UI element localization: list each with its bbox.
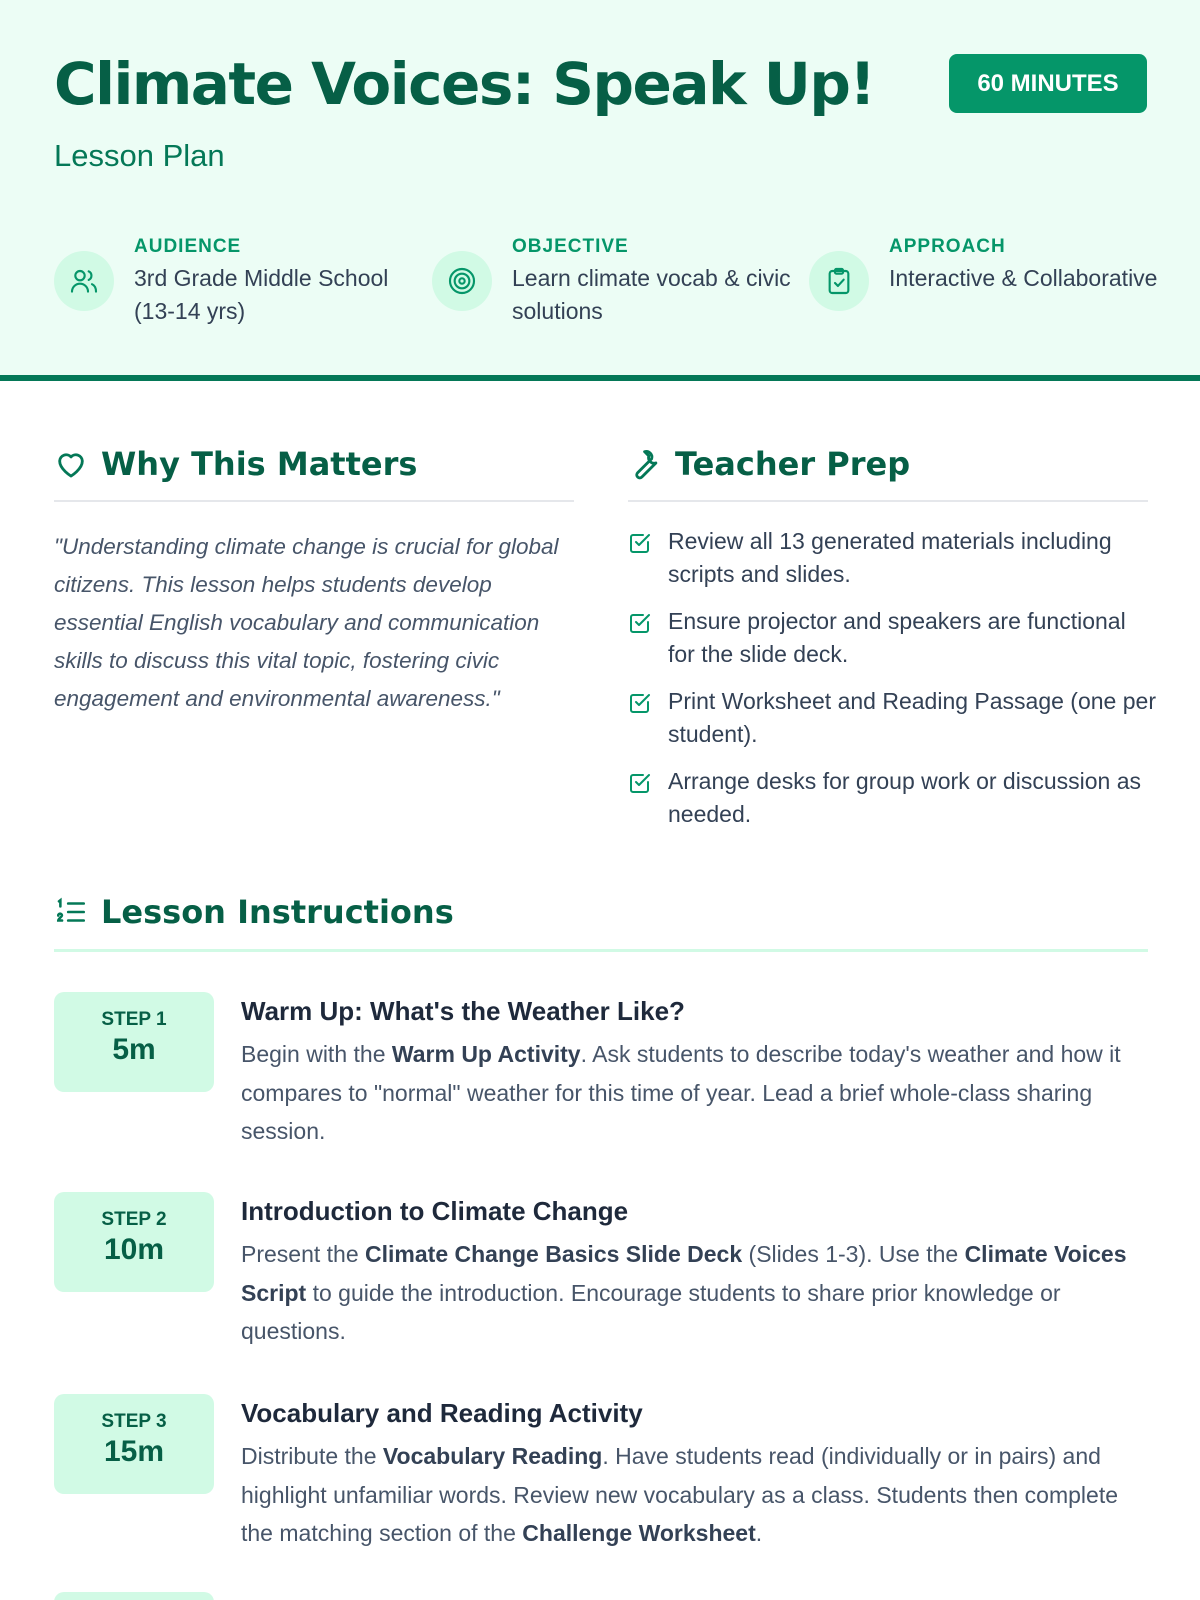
prep-checklist [628, 525, 1158, 845]
instructions-section-heading [54, 891, 454, 933]
section-title: Why This Matters [101, 445, 418, 483]
clipboard-check-icon [809, 251, 869, 311]
meta-objective [432, 236, 792, 336]
prep-section-heading [628, 443, 910, 485]
step-description: Begin with the Warm Up Activity. Ask students to describe today's weather and how it compares to "normal" weather for this time of year. Lead a brief whole-class sharing session. [241, 1041, 1121, 1144]
rationale-quote: "Understanding climate change is crucial for global citizens. This lesson helps students develop essential English vocabulary and communication skills to discuss this vital topic, fostering civic engagement and environmental awareness." [54, 534, 559, 711]
step-title: Warm Up: What's the Weather Like? [241, 996, 685, 1026]
section-title: Lesson Instructions [101, 893, 454, 931]
divider [54, 949, 1148, 952]
material-name: Climate Voices Script [241, 1241, 1127, 1306]
numbered-list-icon [54, 895, 88, 929]
why-section-heading [54, 443, 417, 485]
wrench-icon [628, 447, 662, 481]
step-description: Distribute the Vocabulary Reading. Have students read (individually or in pairs) and highlight unfamiliar words. Review new vocabulary as a class. Students then complete the matching section of the Challenge Worksheet. [241, 1443, 1118, 1546]
prep-item [628, 525, 1158, 591]
prep-item-text: Arrange desks for group work or discussion as needed. [668, 768, 1141, 827]
step-duration: 10m [103, 1233, 165, 1266]
heart-icon [54, 447, 88, 481]
lesson-header [0, 0, 1200, 381]
material-name: Challenge Worksheet [522, 1520, 756, 1546]
step-duration: 5m [112, 1033, 156, 1066]
checkbox-checked-icon [628, 531, 652, 555]
divider [54, 500, 574, 502]
meta-value: 3rd Grade Middle School (13-14 yrs) [134, 265, 389, 324]
step-number: STEP 2 [101, 1209, 167, 1230]
duration-badge: 60 MINUTES [949, 54, 1147, 113]
meta-value: Interactive & Collaborative [889, 265, 1158, 291]
users-icon [54, 251, 114, 311]
page-title: Climate Voices: Speak Up! [54, 50, 875, 118]
step-number: STEP 1 [101, 1009, 167, 1030]
section-title: Teacher Prep [675, 445, 911, 483]
divider [628, 500, 1148, 502]
meta-audience [54, 236, 414, 336]
material-name: Warm Up Activity [391, 1041, 581, 1067]
step-pill-next [54, 1592, 214, 1600]
step-title: Introduction to Climate Change [241, 1196, 629, 1226]
step-pill [54, 1394, 214, 1494]
checkbox-checked-icon [628, 691, 652, 715]
checkbox-checked-icon [628, 611, 652, 635]
step-description: Present the Climate Change Basics Slide Deck (Slides 1-3). Use the Climate Voices Script to guide the introduction. Encourage students to share prior knowledge or questions. [241, 1241, 1127, 1344]
prep-item [628, 685, 1158, 751]
meta-approach [809, 236, 1169, 336]
prep-item-text: Review all 13 generated materials including scripts and slides. [668, 528, 1112, 587]
step-duration: 15m [103, 1435, 165, 1468]
material-name: Climate Change Basics Slide Deck [365, 1241, 743, 1267]
page-subtitle: Lesson Plan [54, 138, 225, 173]
step-pill [54, 992, 214, 1092]
target-icon [432, 251, 492, 311]
meta-label: APPROACH [889, 236, 1006, 257]
checkbox-checked-icon [628, 771, 652, 795]
step-title: Vocabulary and Reading Activity [241, 1398, 643, 1428]
step-number: STEP 3 [101, 1411, 167, 1432]
step-pill [54, 1192, 214, 1292]
meta-value: Learn climate vocab & civic solutions [512, 265, 791, 324]
prep-item-text: Print Worksheet and Reading Passage (one per student). [668, 688, 1156, 747]
meta-label: OBJECTIVE [512, 236, 629, 257]
meta-label: AUDIENCE [134, 236, 242, 257]
material-name: Vocabulary Reading [382, 1443, 603, 1469]
prep-item-text: Ensure projector and speakers are functional for the slide deck. [668, 608, 1126, 667]
prep-item [628, 605, 1158, 671]
prep-item [628, 765, 1158, 831]
